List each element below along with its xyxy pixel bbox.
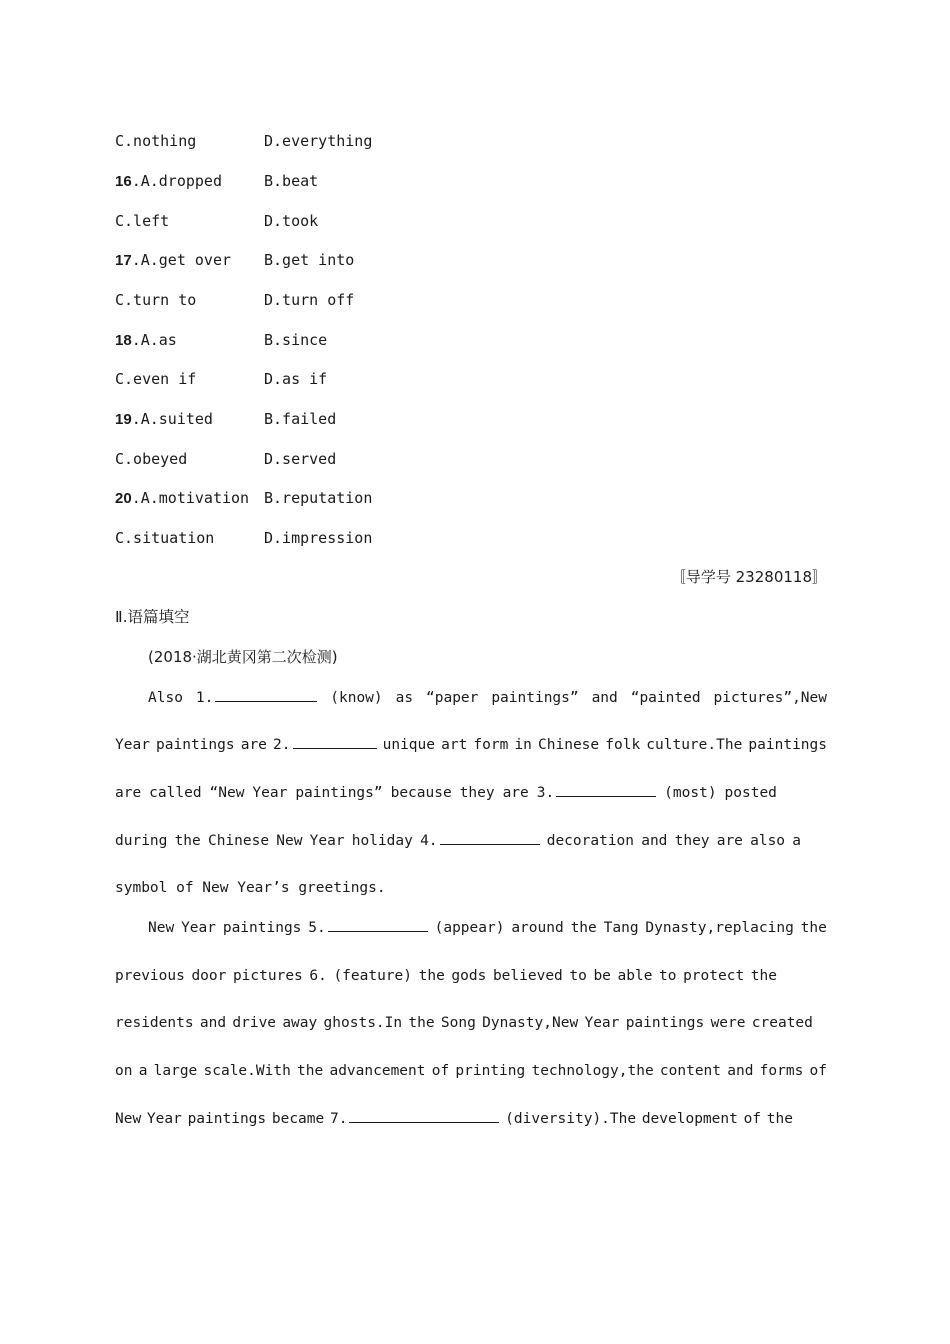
- reference-number: 〚导学号 23280118〛: [670, 568, 827, 586]
- option-right: D.impression: [264, 529, 373, 547]
- option-right: B.since: [264, 331, 328, 349]
- option-left: C.situation: [115, 529, 215, 547]
- answer-blank[interactable]: [215, 686, 317, 702]
- option-right: B.get into: [264, 251, 355, 269]
- option-right: D.served: [264, 450, 337, 468]
- question-number: 19: [115, 411, 132, 428]
- answer-blank[interactable]: [556, 781, 656, 797]
- passage-line: during the Chinese New Year holiday 4. decoration and they are also a: [115, 829, 801, 853]
- option-left: .A.get over: [131, 251, 232, 269]
- passage-line: symbol of New Year’s greetings.: [115, 880, 386, 896]
- passage-line: on a large scale.With the advancement of printing technology,the content and forms of: [115, 1063, 827, 1079]
- option-left: .A.suited: [131, 410, 213, 428]
- question-number: 20: [115, 490, 132, 507]
- passage-line: residents and drive away ghosts.In the Song Dynasty,New Year paintings were created: [115, 1015, 813, 1031]
- option-left: C.obeyed: [115, 450, 188, 468]
- option-left: .A.as: [131, 331, 177, 349]
- option-left: C.turn to: [115, 291, 197, 309]
- passage-line: Year paintings are 2. unique art form in Chinese folk culture.The paintings: [115, 733, 827, 757]
- option-left: .A.motivation: [131, 489, 250, 507]
- option-left: C.nothing: [115, 132, 197, 150]
- answer-blank[interactable]: [440, 829, 540, 845]
- passage-line: previous door pictures 6. (feature) the gods believed to be able to protect the: [115, 968, 777, 984]
- passage-line: Also 1. (know) as “paper paintings” and “painted pictures”,New: [148, 686, 827, 710]
- option-right: B.beat: [264, 172, 319, 190]
- question-number: 17: [115, 252, 132, 269]
- option-right: D.as if: [264, 370, 328, 388]
- option-right: D.turn off: [264, 291, 355, 309]
- option-right: B.failed: [264, 410, 337, 428]
- option-right: D.took: [264, 212, 319, 230]
- passage-line: New Year paintings 5. (appear) around the Tang Dynasty,replacing the: [148, 916, 827, 940]
- option-right: B.reputation: [264, 489, 373, 507]
- question-number: 18: [115, 332, 132, 349]
- passage-line: are called “New Year paintings” because they are 3. (most) posted: [115, 781, 777, 805]
- option-left: C.left: [115, 212, 170, 230]
- answer-blank[interactable]: [293, 733, 377, 749]
- passage-line: New Year paintings became 7. (diversity).The development of the: [115, 1107, 793, 1131]
- answer-blank[interactable]: [328, 916, 428, 932]
- question-number: 16: [115, 173, 132, 190]
- option-left: C.even if: [115, 370, 197, 388]
- section-title: Ⅱ.语篇填空: [115, 608, 190, 626]
- passage-source: (2018·湖北黄冈第二次检测): [148, 648, 338, 666]
- answer-blank[interactable]: [349, 1107, 499, 1123]
- option-right: D.everything: [264, 132, 373, 150]
- option-left: .A.dropped: [131, 172, 222, 190]
